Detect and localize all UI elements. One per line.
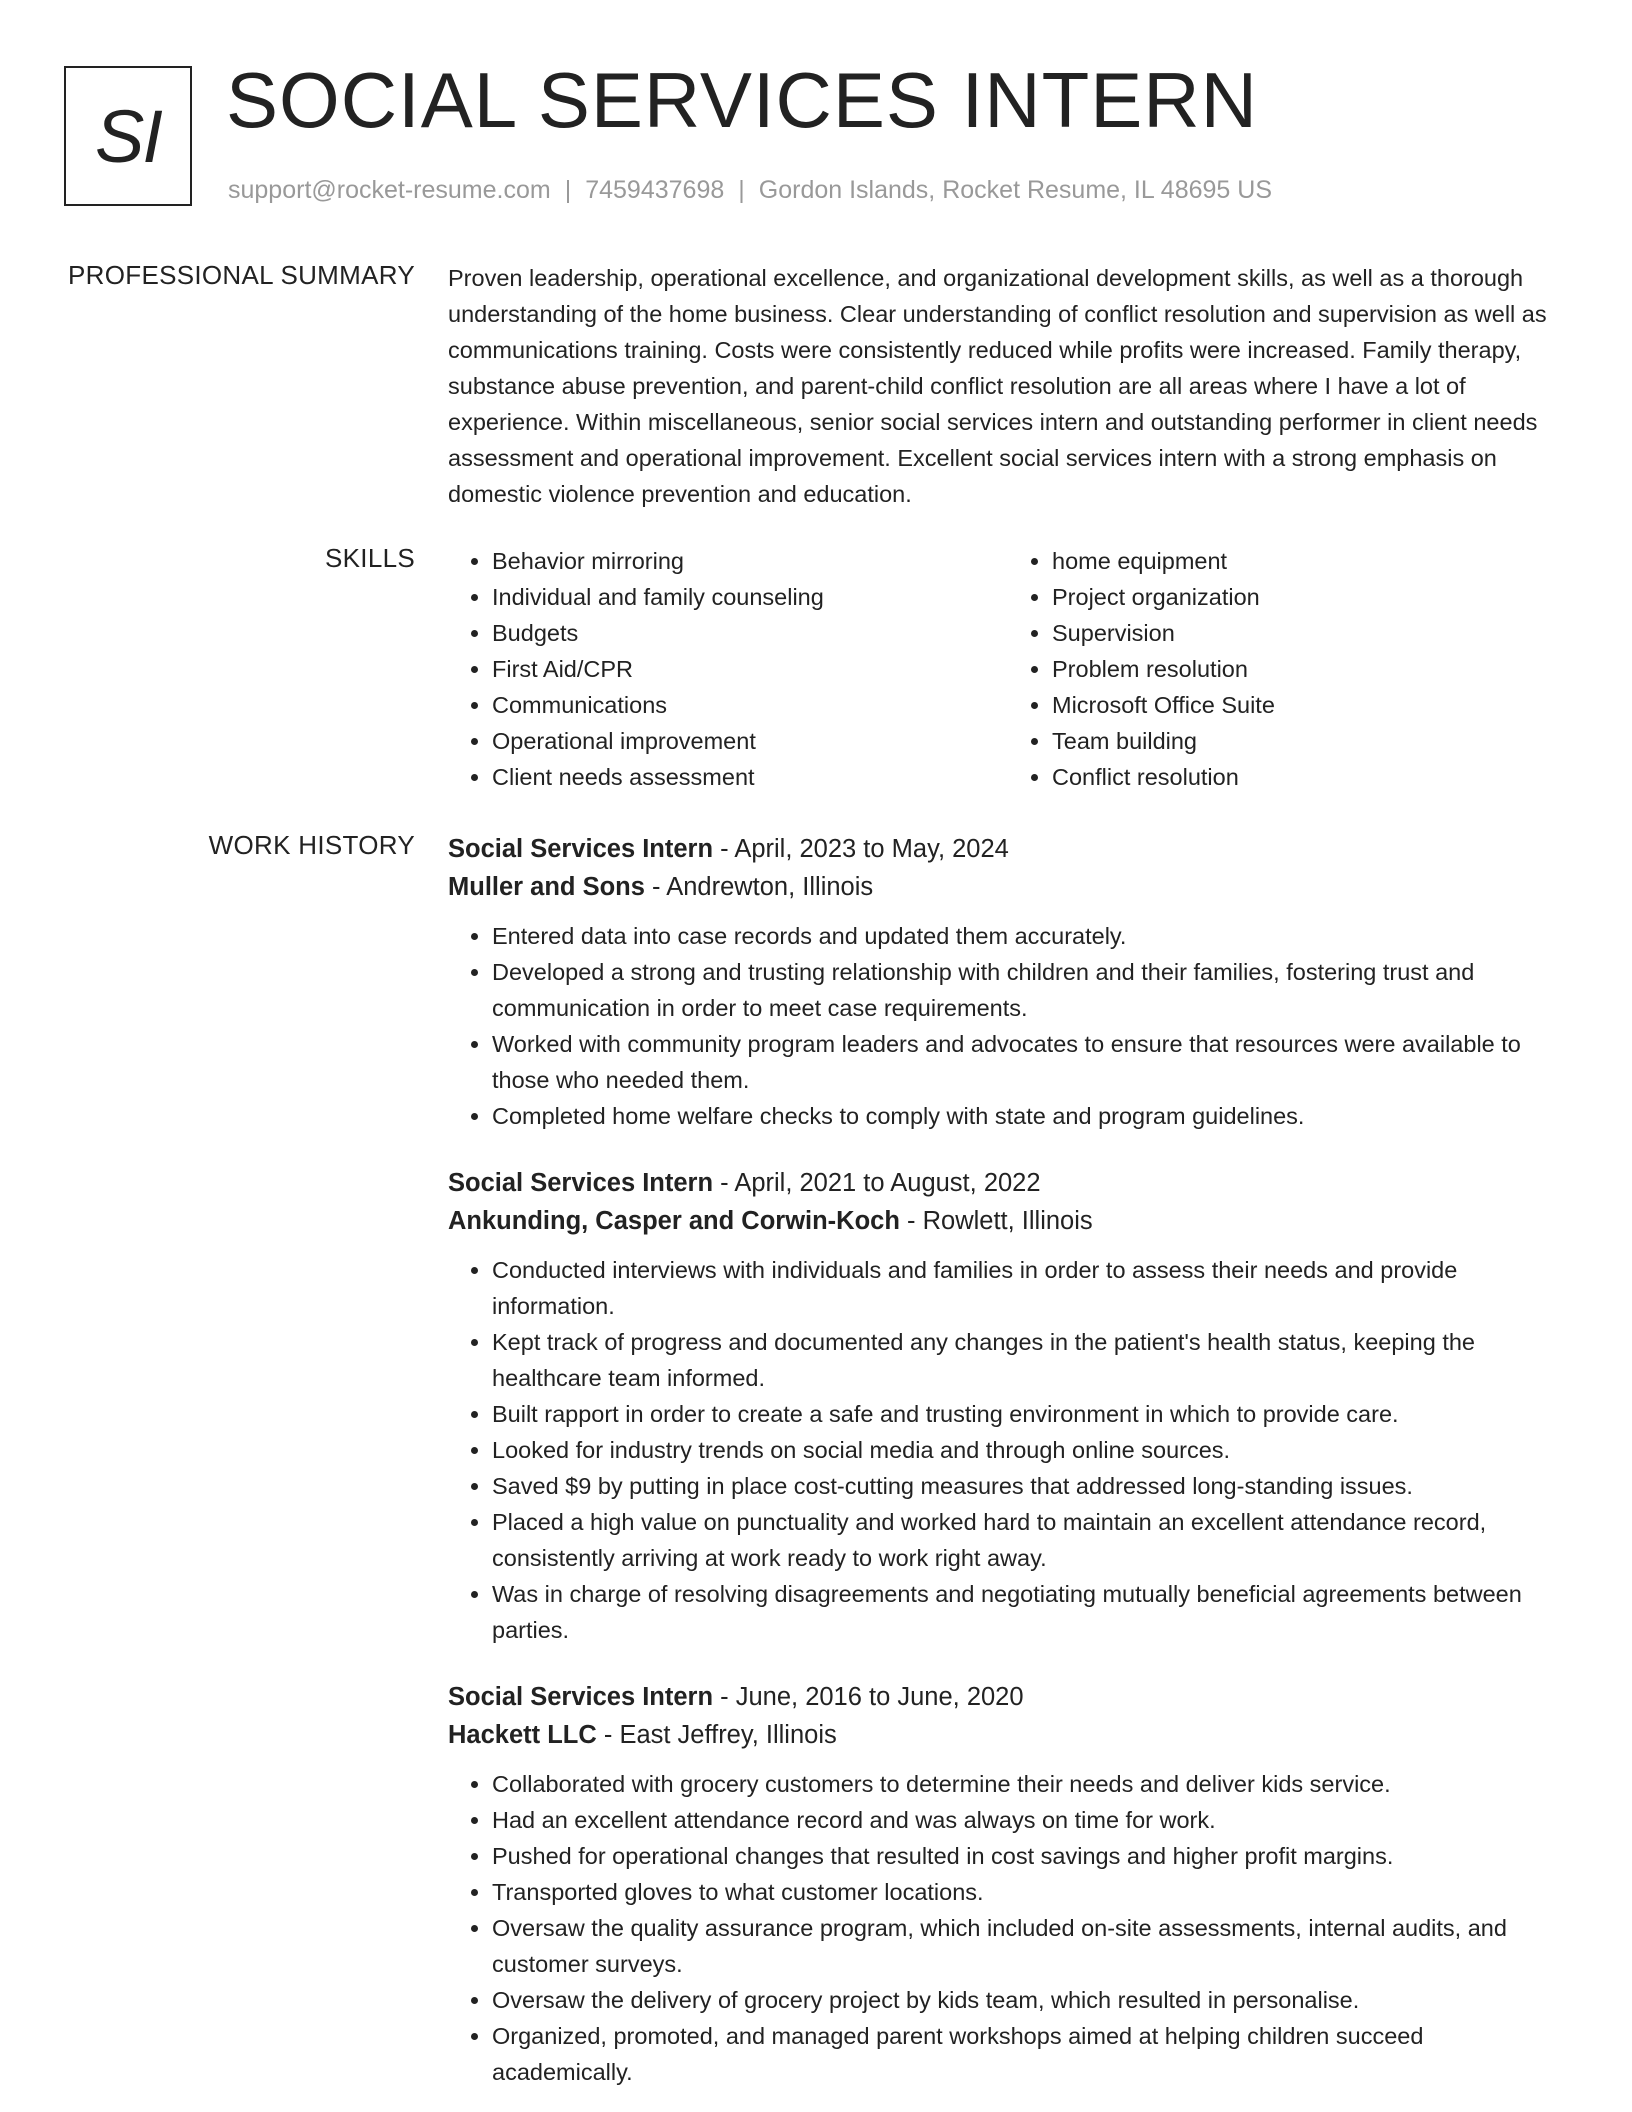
- job-company: Ankunding, Casper and Corwin-Koch: [448, 1207, 900, 1235]
- job-bullet: • Built rapport in order to create a safe and trusting environment in which to provide care.: [492, 1396, 1568, 1432]
- job-bullet: • Pushed for operational changes that resulted in cost savings and higher profit margins.: [492, 1838, 1568, 1874]
- job-dates: - April, 2023 to May, 2024: [713, 835, 1009, 863]
- contact-address: Gordon Islands, Rocket Resume, IL 48695 US: [758, 176, 1272, 204]
- work-history-heading: WORK HISTORY: [208, 830, 415, 860]
- skill-item: • Operational improvement: [492, 723, 1008, 759]
- job-title-line: [448, 830, 1568, 868]
- job-title-line: [448, 1678, 1568, 1716]
- job-location: - Rowlett, Illinois: [899, 1207, 1093, 1235]
- job-bullet: • Completed home welfare checks to comply with state and program guidelines.: [492, 1098, 1568, 1134]
- job-bullet: • Looked for industry trends on social media and through online sources.: [492, 1432, 1568, 1468]
- job-bullet: • Oversaw the quality assurance program, which included on-site assessments, internal audits, and customer surveys.: [492, 1910, 1568, 1982]
- job-bullets: [448, 1252, 1568, 1648]
- contact-line: [228, 176, 1272, 205]
- job-dates: - April, 2021 to August, 2022: [713, 1169, 1041, 1197]
- contact-separator: |: [564, 176, 572, 204]
- skill-item: • Problem resolution: [1052, 651, 1568, 687]
- skill-item: • Supervision: [1052, 615, 1568, 651]
- job-location: - East Jeffrey, Illinois: [596, 1721, 837, 1749]
- job-bullet: • Conducted interviews with individuals and families in order to assess their needs and provide information.: [492, 1252, 1568, 1324]
- job-company-line: [448, 1716, 1568, 1754]
- jobs-list: [448, 830, 1568, 2112]
- skill-item: • Project organization: [1052, 579, 1568, 615]
- contact-phone: 7459437698: [585, 176, 725, 204]
- monogram-logo: SI: [64, 66, 192, 206]
- skill-item: • Conflict resolution: [1052, 759, 1568, 795]
- job-title-line: [448, 1164, 1568, 1202]
- job-company: Hackett LLC: [448, 1721, 597, 1749]
- job-bullet: • Had an excellent attendance record and was always on time for work.: [492, 1802, 1568, 1838]
- job-bullet: • Worked with community program leaders and advocates to ensure that resources were available to those who needed them.: [492, 1026, 1568, 1098]
- job-title: Social Services Intern: [448, 1169, 714, 1197]
- job-bullet: • Entered data into case records and updated them accurately.: [492, 918, 1568, 954]
- job-entry: [448, 1678, 1568, 2090]
- summary-heading: PROFESSIONAL SUMMARY: [68, 260, 415, 290]
- skill-item: • Microsoft Office Suite: [1052, 687, 1568, 723]
- skill-item: • Behavior mirroring: [492, 543, 1008, 579]
- job-company-line: [448, 868, 1568, 906]
- job-bullet: • Transported gloves to what customer locations.: [492, 1874, 1568, 1910]
- skills-list-right: [1008, 543, 1568, 795]
- job-bullets: [448, 918, 1568, 1134]
- job-title: Social Services Intern: [448, 835, 714, 863]
- skill-item: • First Aid/CPR: [492, 651, 1008, 687]
- job-company: Muller and Sons: [448, 873, 645, 901]
- contact-separator: |: [738, 176, 745, 204]
- skill-item: • Communications: [492, 687, 1008, 723]
- job-bullet: • Developed a strong and trusting relationship with children and their families, fostering trust and communication in order to meet case requirements.: [492, 954, 1568, 1026]
- skills-list-left: [448, 543, 1008, 795]
- job-bullets: [448, 1766, 1568, 2090]
- job-bullet: • Saved $9 by putting in place cost-cutting measures that addressed long-standing issues.: [492, 1468, 1568, 1504]
- job-company-line: [448, 1202, 1568, 1240]
- job-entry: [448, 1164, 1568, 1648]
- job-bullet: • Organized, promoted, and managed parent workshops aimed at helping children succeed academically.: [492, 2018, 1568, 2090]
- summary-text: Proven leadership, operational excellence, and organizational development skills, as well as a thorough understanding of the home business. Clear understanding of conflict resolution and supervision as well as communications training. Costs were consistently reduced while profits were increased. Family therapy, substance abuse prevention, and parent-child conflict resolution are all areas where I have a lot of experience. Within miscellaneous, senior social services intern and outstanding performer in client needs assessment and operational improvement. Excellent social services intern with a strong emphasis on domestic violence prevention and education.: [448, 265, 1547, 507]
- job-bullet: • Oversaw the delivery of grocery project by kids team, which resulted in personalise.: [492, 1982, 1568, 2018]
- job-bullet: • Kept track of progress and documented any changes in the patient's health status, keeping the healthcare team informed.: [492, 1324, 1568, 1396]
- job-location: - Andrewton, Illinois: [644, 873, 874, 901]
- job-bullet: • Was in charge of resolving disagreements and negotiating mutually beneficial agreements between parties.: [492, 1576, 1568, 1648]
- skills-heading: SKILLS: [325, 543, 415, 573]
- skill-item: • Team building: [1052, 723, 1568, 759]
- job-dates: - June, 2016 to June, 2020: [713, 1683, 1024, 1711]
- page-title: SOCIAL SERVICES INTERN: [226, 56, 1258, 144]
- skill-item: • Individual and family counseling: [492, 579, 1008, 615]
- skill-item: • Budgets: [492, 615, 1008, 651]
- skill-item: • Client needs assessment: [492, 759, 1008, 795]
- job-bullet: • Placed a high value on punctuality and worked hard to maintain an excellent attendance record, consistently arriving at work ready to work right away.: [492, 1504, 1568, 1576]
- job-bullet: • Collaborated with grocery customers to determine their needs and deliver kids service.: [492, 1766, 1568, 1802]
- job-entry: [448, 830, 1568, 1134]
- contact-email: support@rocket-resume.com: [228, 176, 551, 204]
- job-title: Social Services Intern: [448, 1683, 714, 1711]
- skill-item: • home equipment: [1052, 543, 1568, 579]
